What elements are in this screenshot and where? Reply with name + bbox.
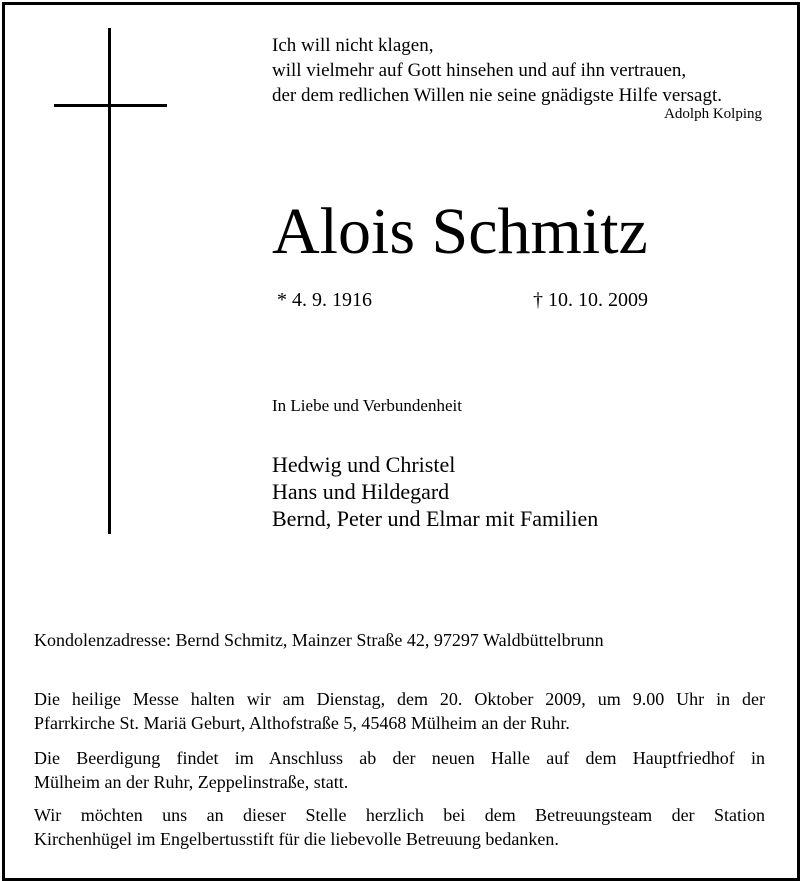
quote-line: will vielmehr auf Gott hinsehen und auf ihn vertrauen, — [272, 60, 687, 81]
mourner-entry: Hans und Hildegard — [272, 479, 450, 504]
quote-line: der dem redlichen Willen nie seine gnädigste Hilfe versagt. — [272, 85, 722, 106]
farewell-phrase: In Liebe und Verbundenheit — [272, 396, 462, 415]
quote-block — [272, 33, 772, 108]
mass-notice — [34, 687, 765, 735]
mourners-list — [272, 451, 598, 532]
quote-author: Adolph Kolping — [664, 106, 762, 122]
mass-line: Die heilige Messe halten wir am Dienstag, dem 20. Oktober 2009, um 9.00 Uhr in der — [34, 689, 765, 709]
cross-icon-horizontal-bar — [54, 104, 167, 107]
thanks-line: Wir möchten uns an dieser Stelle herzlich bei dem Betreuungsteam der Station — [34, 805, 765, 825]
deceased-name: Alois Schmitz — [272, 195, 648, 268]
quote-line: Ich will nicht klagen, — [272, 35, 434, 56]
burial-line: Mülheim an der Ruhr, Zeppelinstraße, statt. — [34, 772, 349, 792]
condolence-address: Kondolenzadresse: Bernd Schmitz, Mainzer Straße 42, 97297 Waldbüttelbrunn — [34, 630, 604, 650]
mourner-entry: Bernd, Peter und Elmar mit Familien — [272, 506, 599, 531]
thanks-notice — [34, 803, 765, 851]
burial-notice — [34, 746, 765, 794]
death-date: † 10. 10. 2009 — [533, 289, 648, 311]
thanks-line: Kirchenhügel im Engelbertusstift für die liebevolle Betreuung bedanken. — [34, 829, 559, 849]
mourner-entry: Hedwig und Christel — [272, 452, 456, 477]
burial-line: Die Beerdigung findet im Anschluss ab der neuen Halle auf dem Hauptfriedhof in — [34, 748, 765, 768]
mass-line: Pfarrkirche St. Mariä Geburt, Althofstraße 5, 45468 Mülheim an der Ruhr. — [34, 713, 570, 733]
birth-date: * 4. 9. 1916 — [277, 289, 372, 311]
